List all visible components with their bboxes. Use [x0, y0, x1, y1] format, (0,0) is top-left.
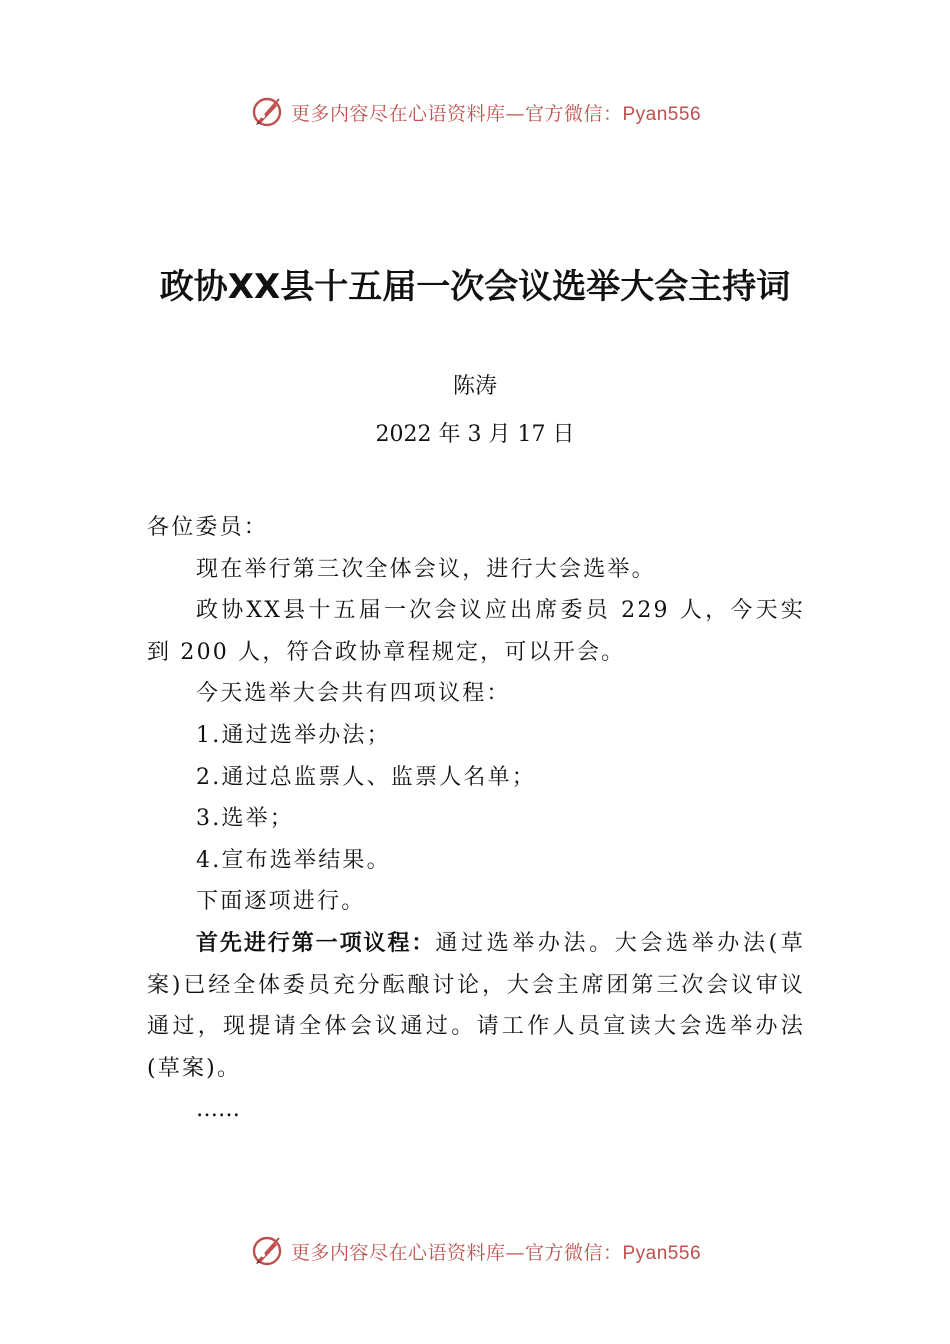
- pen-logo-icon: [249, 1233, 285, 1269]
- agenda-item: 4.宣布选举结果。: [196, 847, 391, 873]
- ellipsis: ……: [196, 1097, 240, 1123]
- salutation: 各位委员：: [147, 515, 269, 540]
- document-title: 政协XX县十五届一次会议选举大会主持词: [159, 267, 791, 307]
- paragraph-attendance: 政协XX县十五届一次会议应出席委员 229 人，今天实到 200 人，符合政协章程规定，可以开会。: [147, 598, 805, 665]
- document-body: [147, 507, 805, 1131]
- document-author: 陈涛: [452, 374, 497, 399]
- paragraph-opening: 现在举行第三次全体会议，进行大会选举。: [196, 556, 656, 582]
- watermark-text: 更多内容尽在心语资料库—官方微信：Pyan556: [290, 1241, 702, 1264]
- watermark-text: 更多内容尽在心语资料库—官方微信：Pyan556: [290, 102, 702, 125]
- agenda-item: 1.通过选举办法；: [196, 722, 391, 748]
- paragraph-first-item: [147, 923, 805, 1089]
- footer-watermark: [0, 1233, 950, 1269]
- header-watermark: [0, 94, 950, 130]
- watermark-wechat-id: Pyan556: [622, 103, 702, 125]
- first-item-text: 通过选举办法。大会选举办法(草案)已经全体委员充分酝酿讨论，大会主席团第三次会议审议通过，现提请全体会议通过。请工作人员宣读大会选举办法(草案)。: [147, 930, 805, 1081]
- watermark-wechat-id: Pyan556: [622, 1242, 702, 1264]
- first-item-lead: 首先进行第一项议程：: [196, 930, 436, 956]
- document-date: 2022 年 3 月 17 日: [375, 422, 575, 447]
- agenda-item: 3.选举；: [196, 806, 294, 832]
- paragraph-agenda-intro: 今天选举大会共有四项议程：: [196, 681, 511, 707]
- pen-logo-icon: [249, 94, 285, 130]
- paragraph-transition: 下面逐项进行。: [196, 889, 366, 915]
- agenda-item: 2.通过总监票人、监票人名单；: [196, 764, 536, 790]
